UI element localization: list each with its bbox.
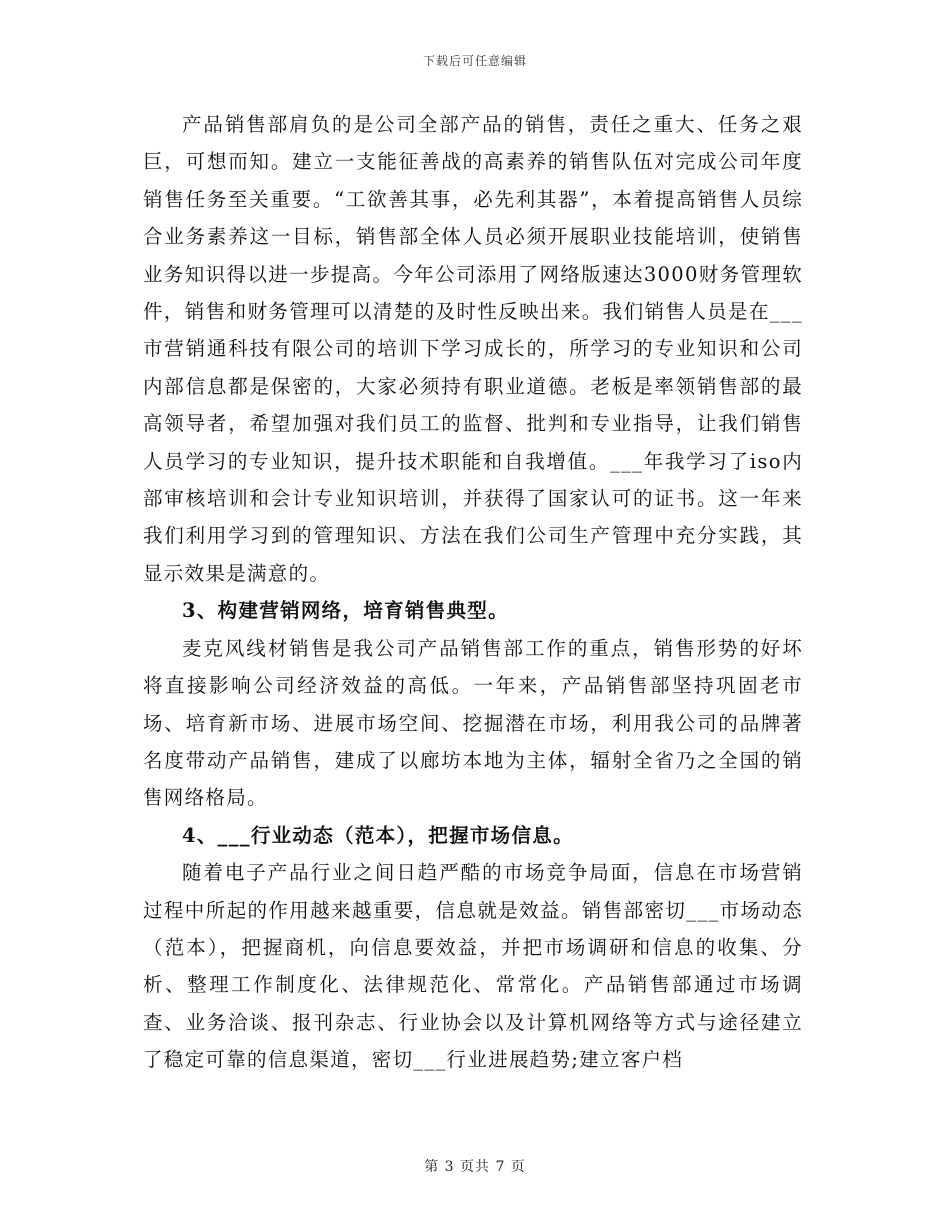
section-heading: 4、___行业动态（范本），把握市场信息。	[182, 823, 574, 847]
body-paragraph: 产品销售部肩负的是公司全部产品的销售，责任之重大、任务之艰巨，可想而知。建立一支能征善战的高素养的销售队伍对完成公司年度销售任务至关重要。“工欲善其事，必先利其器”，本着提高销售人员综合业务素养这一目标，销售部全体人员必须开展职业技能培训，使销售业务知识得以进一步提高。今年公司添用了网络版速达3000财务管理软件，销售和财务管理可以清楚的及时性反映出来。我们销售人员是在___市营销通科技有限公司的培训下学习成长的，所学习的专业知识和公司内部信息都是保密的，大家必须持有职业道德。老板是率领销售部的最高领导者，希望加强对我们员工的监督、批判和专业指导，让我们销售人员学习的专业知识，提升技术职能和自我增值。___年我学习了iso内部审核培训和会计专业知识培训，并获得了国家认可的证书。这一年来我们利用学习到的管理知识、方法在我们公司生产管理中充分实践，其显示效果是满意的。	[143, 113, 803, 585]
page-number-footer: 第 3 页共 7 页	[424, 1159, 526, 1175]
section-heading: 3、构建营销网络，培育销售典型。	[182, 599, 509, 623]
page-header: 下载后可任意编辑	[422, 54, 527, 68]
body-paragraph: 随着电子产品行业之间日趋严酷的市场竞争局面，信息在市场营销过程中所起的作用越来越重要，信息就是效益。销售部密切___市场动态（范本），把握商机，向信息要效益，并把市场调研和信息的收集、分析、整理工作制度化、法律规范化、常常化。产品销售部通过市场调查、业务洽谈、报刊杂志、行业协会以及计算机网络等方式与途径建立了稳定可靠的信息渠道，密切___行业进展趋势;建立客户档	[143, 861, 803, 1072]
document-body	[143, 106, 803, 1079]
body-paragraph: 麦克风线材销售是我公司产品销售部工作的重点，销售形势的好坏将直接影响公司经济效益的高低。一年来，产品销售部坚持巩固老市场、培育新市场、进展市场空间、挖掘潜在市场，利用我公司的品牌著名度带动产品销售，建成了以廊坊本地为主体，辐射全省乃之全国的销售网络格局。	[143, 636, 803, 810]
